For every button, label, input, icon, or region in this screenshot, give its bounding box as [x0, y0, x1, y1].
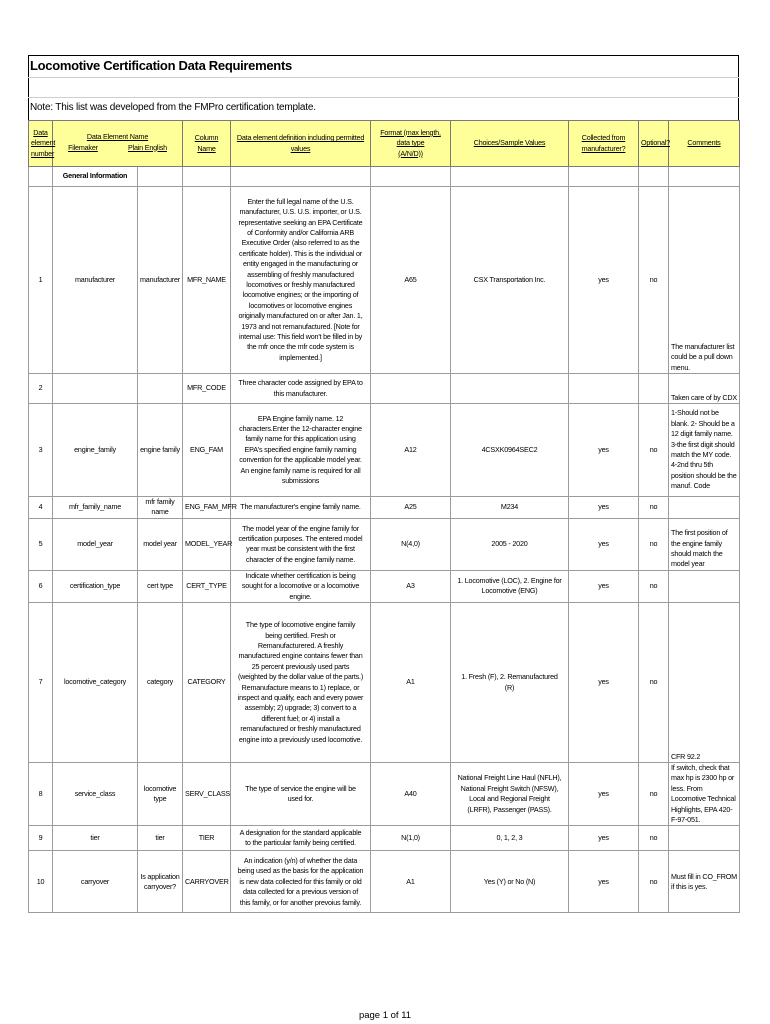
requirements-table: [28, 120, 740, 913]
cell-choices: Yes (Y) or No (N): [451, 851, 569, 913]
cell-optional: no: [639, 187, 669, 374]
cell-collected: yes: [569, 497, 639, 519]
cell-optional: [639, 374, 669, 404]
table-row: [29, 404, 740, 497]
cell-optional: no: [639, 763, 669, 826]
cell-collected: yes: [569, 570, 639, 602]
cell-plain-english-name: [138, 374, 183, 404]
cell-element-number: 3: [29, 404, 53, 497]
cell-choices: 4CSXK0964SEC2: [451, 404, 569, 497]
cell-filemaker-name: service_class: [53, 763, 138, 826]
cell-plain-english-name: locomotive type: [138, 763, 183, 826]
cell-choices: M234: [451, 497, 569, 519]
page-footer: page 1 of 11: [358, 1010, 412, 1021]
cell-optional: no: [639, 826, 669, 851]
cell-comments: CFR 92.2: [669, 603, 740, 763]
cell-definition: Enter the full legal name of the U.S. manufacturer, U.S. U.S. importer, or U.S. representative seeking an EPA Certificate of Conformity and/or California ARB Executive Order (also referred to as the certificate holder). This is the individual or entity engaged in the manufacturing or assembling of freshly manufactured locomotives or freshly manufactured locomotive engines; or the importing of locomotives or locomotive engines originally manufactured on or after Jan. 1, 1973 and not remanufactured. [Note for internal use: This field won't be filled in by the mfr once the mfr code system is implemented.]: [231, 187, 371, 374]
cell-comments: The first position of the engine family should match the model year: [669, 518, 740, 570]
cell-format: N(4,0): [371, 518, 451, 570]
cell-plain-english-name: manufacturer: [138, 187, 183, 374]
cell-format: N(1,0): [371, 826, 451, 851]
table-row: [29, 826, 740, 851]
table-row: [29, 603, 740, 763]
cell-column-name: TIER: [183, 826, 231, 851]
cell-choices: CSX Transportation Inc.: [451, 187, 569, 374]
cell-format: A1: [371, 603, 451, 763]
cell-format: A25: [371, 497, 451, 519]
cell-collected: yes: [569, 851, 639, 913]
cell-optional: no: [639, 404, 669, 497]
table-header-row: [29, 121, 740, 167]
cell-definition: EPA Engine family name. 12 characters.Enter the 12-character engine family name for this application using EPA's specified engine family naming convention for the applicable model year. An engine family name is required for all submissions: [231, 404, 371, 497]
cell-column-name: ENG_FAM: [183, 404, 231, 497]
cell-collected: yes: [569, 187, 639, 374]
cell-column-name: MFR_CODE: [183, 374, 231, 404]
table-row: [29, 497, 740, 519]
cell-optional: no: [639, 518, 669, 570]
cell-column-name: CATEGORY: [183, 603, 231, 763]
cell-element-number: 8: [29, 763, 53, 826]
cell-plain-english-name: mfr family name: [138, 497, 183, 519]
cell-choices: 0, 1, 2, 3: [451, 826, 569, 851]
table-row: [29, 763, 740, 826]
cell-comments: [669, 497, 740, 519]
cell-element-number: 10: [29, 851, 53, 913]
cell-element-number: 2: [29, 374, 53, 404]
cell-filemaker-name: locomotive_category: [53, 603, 138, 763]
cell-filemaker-name: mfr_family_name: [53, 497, 138, 519]
cell-filemaker-name: [53, 374, 138, 404]
cell-filemaker-name: tier: [53, 826, 138, 851]
table-row: [29, 851, 740, 913]
cell-collected: yes: [569, 603, 639, 763]
cell-column-name: CARRYOVER: [183, 851, 231, 913]
header-comments: Comments: [669, 121, 740, 167]
cell-collected: yes: [569, 763, 639, 826]
table-row: [29, 570, 740, 602]
page-title: Locomotive Certification Data Requirements: [30, 58, 292, 73]
cell-column-name: MFR_NAME: [183, 187, 231, 374]
header-definition: Data element definition including permitted values: [231, 121, 371, 167]
header-choices: Choices/Sample Values: [451, 121, 569, 167]
note-text: Note: This list was developed from the FMPro certification template.: [30, 102, 316, 113]
cell-plain-english-name: model year: [138, 518, 183, 570]
cell-filemaker-name: certification_type: [53, 570, 138, 602]
cell-format: A1: [371, 851, 451, 913]
header-column-name: Column Name: [183, 121, 231, 167]
cell-filemaker-name: model_year: [53, 518, 138, 570]
cell-comments: If switch, check that max hp is 2300 hp or less. From Locomotive Technical Highlights, EPA 420-F-97-051.: [669, 763, 740, 826]
cell-column-name: MODEL_YEAR: [183, 518, 231, 570]
cell-optional: no: [639, 570, 669, 602]
cell-plain-english-name: engine family: [138, 404, 183, 497]
cell-collected: yes: [569, 404, 639, 497]
table-row: [29, 374, 740, 404]
cell-plain-english-name: cert type: [138, 570, 183, 602]
cell-optional: no: [639, 603, 669, 763]
cell-element-number: 4: [29, 497, 53, 519]
cell-filemaker-name: engine_family: [53, 404, 138, 497]
cell-definition: The manufacturer's engine family name.: [231, 497, 371, 519]
cell-format: A3: [371, 570, 451, 602]
cell-comments: [669, 826, 740, 851]
cell-plain-english-name: category: [138, 603, 183, 763]
cell-definition: Three character code assigned by EPA to this manufacturer.: [231, 374, 371, 404]
cell-definition: The type of locomotive engine family being certified. Fresh or Remanufacturered. A freshly manufactured engine contains fewer than 25 percent previously used parts (weighted by the dollar value of the parts.) Remanufacture means to 1) replace, or inspect and qualify, each and every power assembly; 2) upgrade; 3) convert to a different fuel; or 4) install a remanufactured or freshly manufactured engine into a previously used locomotive.: [231, 603, 371, 763]
header-optional: Optional?: [639, 121, 669, 167]
grid-line: [28, 77, 739, 78]
header-filemaker: Filemaker: [68, 142, 98, 152]
cell-filemaker-name: carryover: [53, 851, 138, 913]
grid-line: [28, 97, 739, 98]
cell-comments: [669, 570, 740, 602]
header-format: Format (max length, data type (A/N/D)): [371, 121, 451, 167]
section-row: [29, 167, 740, 187]
cell-definition: An indication (y/n) of whether the data being used as the basis for the application is new data collected for this family or old data collected for a previous version of this family, or for another prevoius family.: [231, 851, 371, 913]
cell-element-number: 9: [29, 826, 53, 851]
cell-element-number: 6: [29, 570, 53, 602]
cell-format: [371, 374, 451, 404]
cell-element-number: 5: [29, 518, 53, 570]
cell-definition: The model year of the engine family for certification purposes. The entered model year must be consistent with the first character of the engine family name.: [231, 518, 371, 570]
cell-format: A40: [371, 763, 451, 826]
section-title: General Information: [53, 167, 138, 187]
cell-optional: no: [639, 851, 669, 913]
cell-choices: National Freight Line Haul (NFLH), National Freight Switch (NFSW), Local and Regional Freight (LRFR), Passenger (PASS).: [451, 763, 569, 826]
cell-column-name: CERT_TYPE: [183, 570, 231, 602]
header-plain-english: Plain English: [127, 142, 167, 152]
cell-comments: The manufacturer list could be a pull down menu.: [669, 187, 740, 374]
cell-format: A65: [371, 187, 451, 374]
cell-definition: Indicate whether certification is being sought for a locomotive or a locomotive engine.: [231, 570, 371, 602]
cell-element-number: 1: [29, 187, 53, 374]
table-row: [29, 518, 740, 570]
cell-choices: [451, 374, 569, 404]
header-element-number: Data element number: [29, 121, 53, 167]
table-row: [29, 187, 740, 374]
cell-comments: Must fill in CO_FROM if this is yes.: [669, 851, 740, 913]
cell-collected: yes: [569, 826, 639, 851]
cell-column-name: SERV_CLASS: [183, 763, 231, 826]
cell-column-name: ENG_FAM_MFR: [183, 497, 231, 519]
cell-plain-english-name: tier: [138, 826, 183, 851]
cell-collected: yes: [569, 518, 639, 570]
cell-element-number: 7: [29, 603, 53, 763]
header-collected: Collected from manufacturer?: [569, 121, 639, 167]
cell-collected: [569, 374, 639, 404]
cell-choices: 1. Locomotive (LOC), 2. Engine for Locomotive (ENG): [451, 570, 569, 602]
cell-comments: Taken care of by CDX: [669, 374, 740, 404]
cell-comments: 1-Should not be blank. 2- Should be a 12 digit family name. 3-the first digit should match the MY code. 4-2nd thru 5th position should be the manuf. Code: [669, 404, 740, 497]
cell-choices: 2005 - 2020: [451, 518, 569, 570]
cell-choices: 1. Fresh (F), 2. Remanufactured (R): [451, 603, 569, 763]
cell-optional: no: [639, 497, 669, 519]
cell-definition: The type of service the engine will be used for.: [231, 763, 371, 826]
header-data-element-name: Data Element Name Filemaker Plain English: [53, 121, 183, 167]
cell-plain-english-name: Is application carryover?: [138, 851, 183, 913]
cell-definition: A designation for the standard applicable to the particular family being certified.: [231, 826, 371, 851]
cell-format: A12: [371, 404, 451, 497]
cell-filemaker-name: manufacturer: [53, 187, 138, 374]
